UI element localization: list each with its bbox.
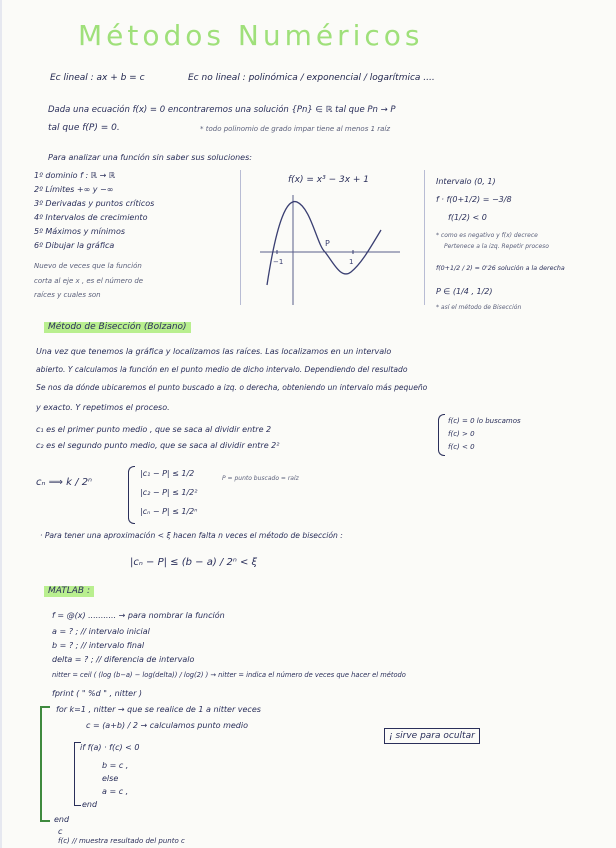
code-line-13: end [82,800,98,809]
graph-label-p: P [325,239,330,248]
ec-nolineal: Ec no lineal : polinómica / exponencial / logarítmica .... [188,73,435,83]
ineq-brace [128,466,135,524]
biseccion-heading: Método de Bisección (Bolzano) [44,322,191,333]
interval-l4: * como es negativo y f(x) decrece [436,232,538,239]
bis-p4: y exacto. Y repetimos el proceso. [36,403,170,412]
code-line-14: end [54,815,70,824]
graph-label-1: 1 [349,258,354,266]
page-title: Métodos Numéricos [78,19,424,52]
divider-right [424,170,425,305]
intro-line-1: Dada una ecuación f(x) = 0 encontraremos una solución {Pn} ∈ ℝ tal que Pn → P [48,105,396,115]
interval-l7: P ∈ (1/4 , 1/2) [436,287,493,296]
code-line-10: b = c , [102,761,129,770]
interval-l6: f(0+1/2 / 2) = 0'26 solución a la derecha [436,265,565,272]
analysis-header: Para analizar una función sin saber sus soluciones: [48,153,252,162]
for-bracket [40,706,50,822]
step-2: 2º Límites +∞ y −∞ [34,185,114,194]
divider-left [240,170,241,305]
graph-label-neg1: −1 [273,258,284,266]
interval-l5: Pertenece a la izq. Repetir proceso [444,243,549,250]
function-label: f(x) = x³ − 3x + 1 [288,175,370,185]
bis-p1: Una vez que tenemos la gráfica y localizamos las raíces. Las localizamos en un intervalo [36,347,392,356]
step-5: 5º Máximos y mínimos [34,227,126,236]
code-line-4: delta = ? ; // diferencia de intervalo [52,655,195,664]
code-line-9: if f(a) · f(c) < 0 [80,743,140,752]
error-formula: |cₙ − P| ≤ (b − a) / 2ⁿ < ξ [130,557,258,568]
code-line-12: a = c , [102,787,129,796]
code-line-15: c [58,827,63,836]
ec-lineal: Ec lineal : ax + b = c [50,73,145,83]
interval-l3: f(1/2) < 0 [448,213,487,222]
code-line-3: b = ? ; // intervalo final [52,641,145,650]
code-line-16: f(c) // muestra resultado del punto c [58,837,185,845]
case-1: f(c) = 0 lo buscamos [448,417,521,425]
step-4: 4º Intervalos de crecimiento [34,213,148,222]
step-6: 6º Dibujar la gráfica [34,241,115,250]
cases-brace [438,414,445,456]
cubic-graph [255,190,405,310]
semicolon-note-box: ¡ sirve para ocultar [384,728,480,744]
step-1: 1º dominio f : ℝ → ℝ [34,171,116,180]
code-line-2: a = ? ; // intervalo inicial [52,627,150,636]
p-note: P = punto buscado = raíz [222,475,299,482]
intro-line-2: tal que f(P) = 0. [48,123,120,133]
code-line-6: fprint ( " %d " , nitter ) [52,689,143,698]
code-line-11: else [102,774,119,783]
code-line-8: c = (a+b) / 2 → calculamos punto medio [86,721,248,730]
roots-note-3: raíces y cuales son [34,291,101,299]
approx-line: · Para tener una aproximación < ξ hacen falta n veces el método de bisección : [40,531,343,540]
code-line-7: for k=1 , nitter → que se realice de 1 a nitter veces [56,705,261,714]
case-2: f(c) > 0 [448,430,475,438]
code-line-1: f = @(x) ........... → para nombrar la función [52,611,225,620]
ineq-1: |c₁ − P| ≤ 1/2 [140,469,195,478]
roots-note-2: corta al eje x , es el número de [34,277,144,285]
margin-line [0,0,2,848]
code-line-5: nitter = ceil ( (log (b−a) − log(delta)) / log(2) ) → nitter = indica el número de veces que hacer el método [52,671,406,679]
cn-formula: cₙ ⟹ k / 2ⁿ [36,477,93,488]
interval-l1: Intervalo (0, 1) [436,177,496,186]
case-3: f(c) < 0 [448,443,475,451]
ineq-2: |c₂ − P| ≤ 1/2² [140,488,198,497]
bis-p2: abierto. Y calculamos la función en el punto medio de dicho intervalo. Dependiendo del resultado [36,365,408,374]
bis-c2: c₂ es el segundo punto medio, que se saca al dividir entre 2² [36,441,280,450]
interval-l2: f · f(0+1/2) = −3/8 [436,195,512,204]
roots-note-1: Nuevo de veces que la función [34,262,142,270]
step-3: 3º Derivadas y puntos críticos [34,199,155,208]
bis-c1: c₁ es el primer punto medio , que se saca al dividir entre 2 [36,425,272,434]
interval-l8: * así el método de Bisección [436,304,522,311]
matlab-heading: MATLAB : [44,586,94,597]
ineq-3: |cₙ − P| ≤ 1/2ⁿ [140,507,198,516]
intro-note: * todo polinomio de grado impar tiene al menos 1 raíz [200,125,391,133]
bis-p3: Se nos da dónde ubicaremos el punto buscado a izq. o derecha, obteniendo un intervalo más pequeño [36,383,428,392]
